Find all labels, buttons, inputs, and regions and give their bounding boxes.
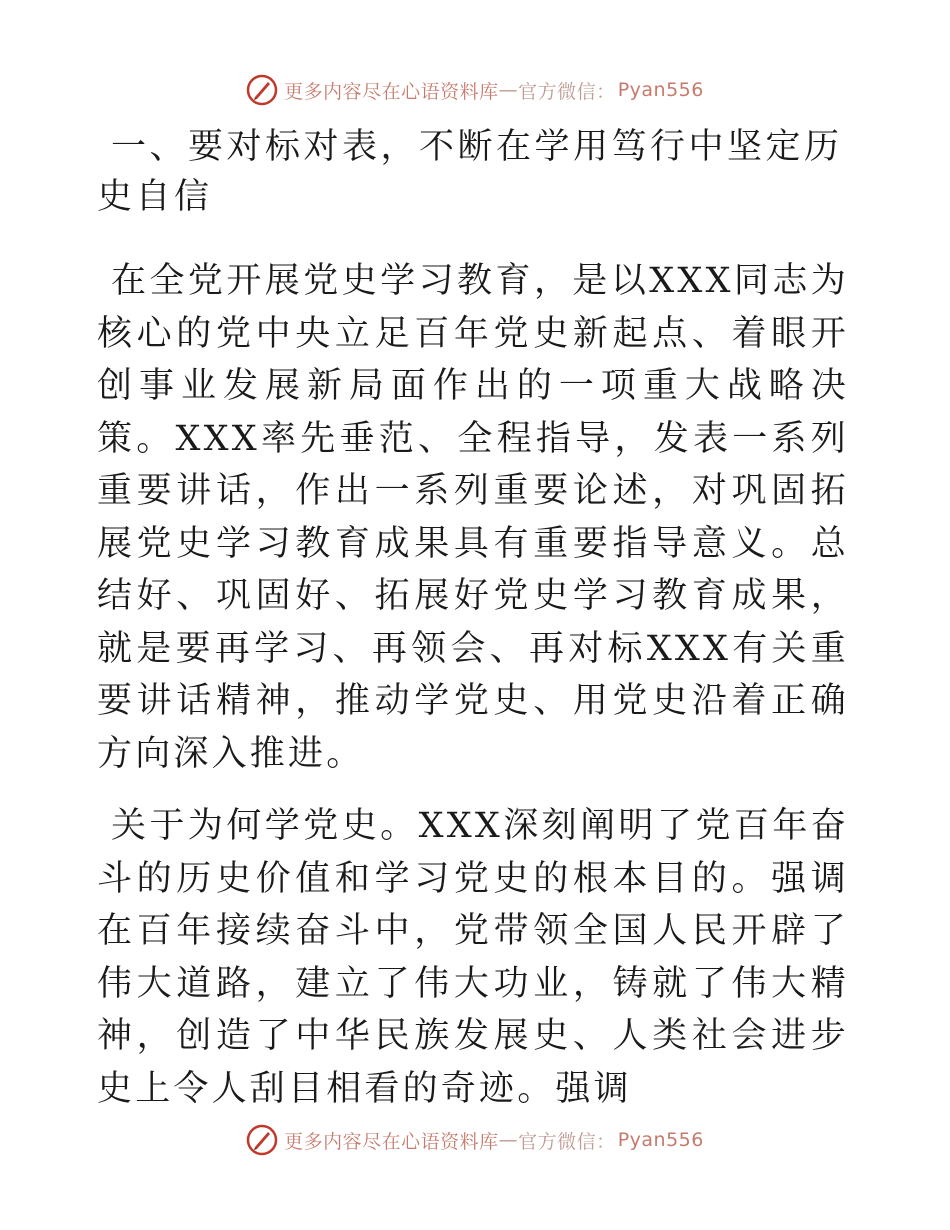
quill-seal-icon <box>246 74 278 106</box>
watermark-wechat-label: 官方微信： <box>518 80 616 103</box>
watermark-separator: — <box>498 79 519 101</box>
watermark-wechat-id: Pyan556 <box>617 1129 704 1151</box>
header-watermark <box>0 70 950 110</box>
body-paragraph-2: 关于为何学党史。XXX深刻阐明了党百年奋斗的历史价值和学习党史的根本目的。强调在百年接续奋斗中，党带领全国人民开辟了伟大道路，建立了伟大功业，铸就了伟大精神，创造了中华民族发展史、人类社会进步史上令人刮目相看的奇迹。强调 <box>97 806 849 1109</box>
watermark-wechat-id: Pyan556 <box>617 79 704 101</box>
section-heading: 一、要对标对表，不断在学用笃行中坚定历史自信 <box>97 127 843 217</box>
body-paragraph-1: 在全党开展党史学习教育，是以XXX同志为核心的党中央立足百年党史新起点、着眼开创事业发展新局面作出的一项重大战略决策。XXX率先垂范、全程指导，发表一系列重要讲话，作出一系列重要论述，对巩固拓展党史学习教育成果具有重要指导意义。总结好、巩固好、拓展好党史学习教育成果，就是要再学习、再领会、再对标XXX有关重要讲话精神，推动学党史、用党史沿着正确方向深入推进。 <box>97 261 849 774</box>
watermark-separator: — <box>498 1129 519 1151</box>
footer-watermark <box>0 1120 950 1160</box>
watermark-wechat-label: 官方微信： <box>518 1130 616 1153</box>
watermark-brand-text: 更多内容尽在心语资料库 <box>284 80 499 103</box>
watermark-brand-text: 更多内容尽在心语资料库 <box>284 1130 499 1153</box>
quill-seal-icon <box>246 1124 278 1156</box>
